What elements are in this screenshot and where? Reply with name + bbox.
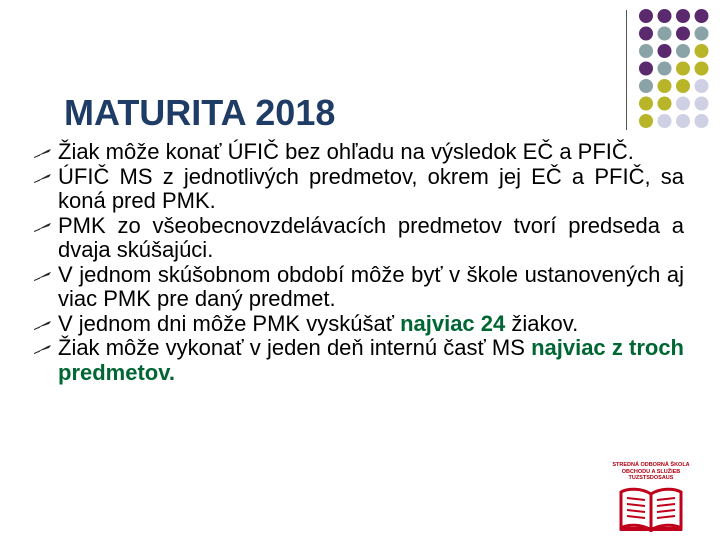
logo-line: STREDNÁ ODBORNÁ ŠKOLA bbox=[612, 462, 690, 468]
decorative-dot bbox=[658, 9, 672, 23]
bullet-text-part: Žiak môže vykonať v jeden deň internú časť MS bbox=[58, 335, 532, 360]
decorative-dot bbox=[676, 97, 690, 111]
decorative-dot bbox=[695, 27, 709, 41]
bullet-text bbox=[58, 336, 684, 385]
decorative-dot bbox=[695, 114, 709, 128]
logo-text bbox=[598, 462, 704, 482]
decorative-dot bbox=[639, 97, 653, 111]
decorative-dot bbox=[639, 79, 653, 93]
bullet-item bbox=[34, 214, 684, 263]
bullet-text: V jednom skúšobnom období môže byť v škole ustanovených aj viac PMK pre daný predmet. bbox=[58, 261, 684, 311]
bullet-item bbox=[34, 140, 684, 165]
bullet-item bbox=[34, 336, 684, 385]
bullet-item bbox=[34, 263, 684, 312]
decorative-dot bbox=[639, 62, 653, 76]
decorative-dot bbox=[676, 44, 690, 58]
decorative-dot bbox=[695, 9, 709, 23]
quill-bullet-icon bbox=[34, 320, 52, 330]
bullet-text: ÚFIČ MS z jednotlivých predmetov, okrem jej EČ a PFIČ, sa koná pred PMK. bbox=[58, 163, 684, 213]
quill-bullet-icon bbox=[34, 271, 52, 281]
quill-bullet-icon bbox=[34, 148, 52, 158]
decorative-dot bbox=[676, 114, 690, 128]
decorative-dot bbox=[658, 27, 672, 41]
decorative-dot bbox=[695, 44, 709, 58]
decorative-dot bbox=[676, 27, 690, 41]
quill-bullet-icon bbox=[34, 222, 52, 232]
school-logo bbox=[598, 462, 704, 534]
bullet-text: Žiak môže konať ÚFIČ bez ohľadu na výsledok EČ a PFIČ. bbox=[58, 139, 634, 164]
decorative-dot bbox=[695, 79, 709, 93]
decorative-dot bbox=[658, 97, 672, 111]
decorative-dot bbox=[658, 62, 672, 76]
slide-title: MATURITA 2018 bbox=[64, 92, 336, 133]
decorative-dot bbox=[639, 114, 653, 128]
book-icon bbox=[618, 484, 684, 532]
emphasis-text: najviac 24 bbox=[400, 310, 506, 336]
decorative-dot bbox=[695, 62, 709, 76]
emphasis-text: najviac z troch predmetov. bbox=[58, 335, 684, 385]
decorative-vertical-line bbox=[626, 10, 627, 130]
decorative-dot bbox=[676, 9, 690, 23]
decorative-dot bbox=[658, 79, 672, 93]
decorative-dot bbox=[695, 97, 709, 111]
decorative-dot bbox=[639, 9, 653, 23]
quill-bullet-icon bbox=[34, 173, 52, 183]
bullet-text: PMK zo všeobecnovzdelávacích predmetov tvorí predseda a dvaja skúšajúci. bbox=[58, 212, 684, 262]
bullet-list bbox=[34, 140, 684, 385]
logo-line: TUZSTSDOSAUS bbox=[628, 475, 674, 481]
decorative-dot bbox=[658, 114, 672, 128]
bullet-text-part: žiakov. bbox=[505, 310, 579, 336]
bullet-text bbox=[58, 312, 684, 337]
decorative-dot bbox=[639, 27, 653, 41]
decorative-dot-grid bbox=[0, 0, 720, 130]
bullet-item bbox=[34, 312, 684, 337]
decorative-dot bbox=[639, 44, 653, 58]
decorative-dot bbox=[676, 79, 690, 93]
decorative-dot bbox=[658, 44, 672, 58]
quill-bullet-icon bbox=[34, 344, 52, 354]
bullet-text-part: V jednom dni môže PMK vyskúšať bbox=[58, 310, 401, 336]
decorative-dot bbox=[676, 62, 690, 76]
logo-line: OBCHODU A SLUŽIEB bbox=[621, 468, 681, 475]
bullet-item bbox=[34, 165, 684, 214]
